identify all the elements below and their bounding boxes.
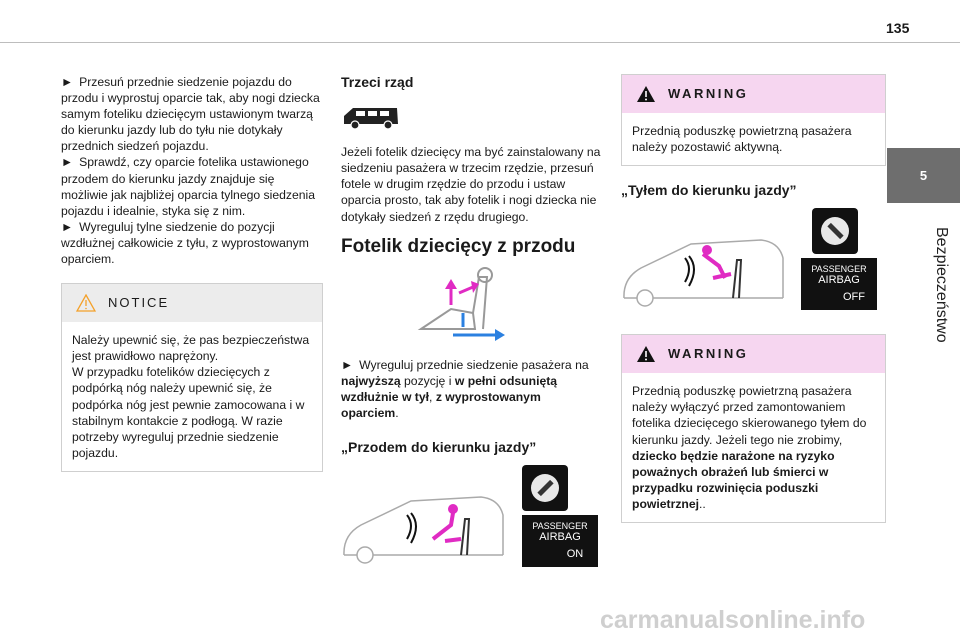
warning-header	[622, 75, 885, 113]
notice-label: NOTICE	[108, 295, 170, 311]
notice-header	[62, 284, 322, 322]
rear-facing-illustration	[621, 208, 886, 320]
airbag-indicator-icon: PASSENGER AIRBAG ON	[522, 515, 598, 567]
page-number: 135	[886, 20, 910, 36]
forward-facing-illustration	[341, 465, 601, 575]
warning-label: WARNING	[668, 346, 749, 362]
watermark[interactable]: carmanualsonline.info	[600, 606, 866, 634]
warning-triangle-icon	[636, 85, 656, 103]
third-row-text: Jeżeli fotelik dziecięcy ma być zainstalowany na siedzeniu pasażera w trzecim rzędzie, przesuń fotele w drugim rzędzie do przodu i ustaw oparcia prosto, tak aby fotelik i nogi dziecka nie dotykały siedzeń z rzędu drugiego.	[341, 145, 601, 224]
front-seat-instruction: ► Wyreguluj przednie siedzenie pasażera na najwyższą pozycję i w pełni odsuniętą wzdłużnie w tył, z wyprostowanym oparciem.	[341, 357, 589, 421]
warning-box	[621, 74, 886, 166]
notice-text: Należy upewnić się, że pas bezpieczeństwa jest prawidłowo naprężony. W przypadku fotelików dziecięcych z podpórką nóg należy upewnić się, że podpórka nóg jest pewnie zamocowana i w stabilnym kontakcie z podłogą. W razie potrzeby wyreguluj przednie siedzenie pojazdu.	[72, 333, 310, 460]
instruction-item: ► Wyreguluj tylne siedzenie do pozycji wzdłużnej całkowicie z tyłu, z wyprostowanym oparciem.	[61, 219, 309, 267]
column-3	[621, 74, 886, 523]
column-2	[341, 74, 601, 575]
warning-label: WARNING	[668, 85, 749, 101]
warning-triangle-icon	[636, 345, 656, 363]
warning-header	[622, 335, 885, 373]
bullet-arrow-icon: ►	[61, 219, 74, 234]
instruction-item: ► Przesuń przednie siedzenie pojazdu do przodu i wyprostuj oparcie tak, aby nogi dziecka samym foteliku dziecięcym ustawionym twarzą do kierunku jazdy lub do tyłu nie dotykały przednich siedzeń pojazdu.	[61, 75, 320, 154]
rear-facing-title: „Tyłem do kierunku jazdy”	[621, 182, 797, 199]
warning-text: Przednią poduszkę powietrzną pasażera należy wyłączyć przed zamontowaniem fotelika dziecięcego skierowanego tyłem do kierunku jazdy. Jeżeli tego nie zrobimy, dziecko będzie narażone na ryzyko poważnych obrażeń lub śmierci w przypadku rozwinięcia poduszki powietrznej..	[632, 384, 867, 511]
seat-adjust-icon	[401, 265, 511, 343]
van-icon	[341, 104, 401, 130]
front-seat-title: Fotelik dziecięcy z przodu	[341, 235, 576, 257]
third-row-title: Trzeci rząd	[341, 74, 414, 90]
car-forward-icon	[341, 495, 506, 565]
airbag-key-switch-icon	[522, 465, 568, 511]
airbag-indicator-icon: PASSENGER AIRBAG OFF	[801, 258, 877, 310]
bullet-arrow-icon: ►	[61, 75, 74, 89]
column-1	[61, 74, 323, 472]
airbag-key-switch-icon	[812, 208, 858, 254]
instruction-item: ► Sprawdź, czy oparcie fotelika ustawionego przodem do kierunku jazdy znajduje się możliwie jak najbliżej oparcia tylnego siedzenia pojazdu i idealnie, styka się z nim.	[61, 155, 316, 218]
notice-triangle-icon	[76, 294, 96, 312]
bullet-arrow-icon: ►	[341, 357, 354, 372]
warning-text: Przednią poduszkę powietrzną pasażera należy pozostawić aktywną.	[632, 124, 852, 155]
warning-box	[621, 334, 886, 523]
bullet-arrow-icon: ►	[61, 155, 74, 170]
forward-facing-title: „Przodem do kierunku jazdy”	[341, 439, 537, 456]
notice-box	[61, 283, 323, 472]
car-rear-icon	[621, 238, 786, 308]
chapter-tab[interactable]: 5	[887, 148, 960, 203]
header-divider	[0, 42, 960, 43]
chapter-title: Bezpieczeństwo	[933, 227, 950, 343]
